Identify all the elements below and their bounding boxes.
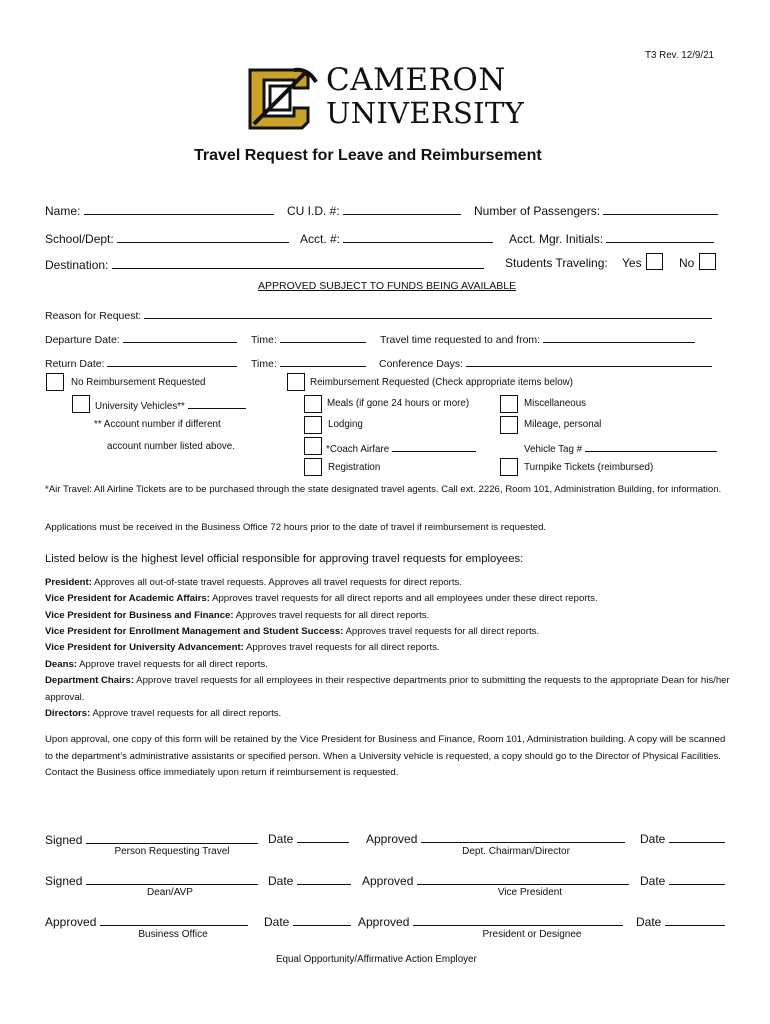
date-field-3[interactable]: [268, 872, 351, 888]
revision-label: T3 Rev. 12/9/21: [645, 50, 714, 61]
date-line[interactable]: [297, 872, 351, 885]
reimbursement-requested-checkbox[interactable]: [287, 373, 305, 391]
cu-id-field[interactable]: [287, 202, 461, 218]
return-date-line[interactable]: [107, 354, 237, 367]
approval-note: Upon approval, one copy of this form will be retained by the Vice President for Business and Finance, Room 101, Administration building. A copy will be scanned to the department’s administrative assistants or specified person. When a University vehicle is requested, a copy should go to the Director of Physical Facilities. Contact the Business office immediately upon return if reimbursement is requested.: [45, 734, 726, 778]
departure-date-label: Departure Date:: [45, 334, 120, 346]
business-office-caption: Business Office: [138, 929, 208, 940]
official-desc: Approve travel requests for all direct reports.: [90, 708, 282, 719]
vice-president-caption: Vice President: [497, 887, 563, 898]
applications-note: Applications must be received in the Business Office 72 hours prior to the date of travel if reimbursement is requested.: [45, 522, 547, 533]
acct-line[interactable]: [343, 230, 493, 243]
registration-label: Registration: [328, 462, 381, 473]
dept-chair-caption: Dept. Chairman/Director: [462, 846, 570, 857]
approved-label: Approved: [362, 874, 414, 888]
conference-days-line[interactable]: [466, 354, 712, 367]
lodging-checkbox[interactable]: [304, 416, 322, 434]
school-dept-line[interactable]: [117, 230, 289, 243]
cu-id-label: CU I.D. #:: [287, 204, 340, 218]
vehicle-tag-line[interactable]: [585, 441, 717, 452]
no-label: No: [679, 256, 695, 270]
date-label: Date: [636, 915, 662, 929]
approval-line[interactable]: [413, 913, 623, 926]
official-deans: [45, 657, 730, 674]
school-dept-field[interactable]: [45, 230, 289, 246]
footer-eeo: Equal Opportunity/Affirmative Action Employer: [276, 954, 477, 965]
official-desc: Approves travel requests for all direct reports and all employees under these direct reports.: [209, 593, 598, 604]
date-field-6[interactable]: [636, 913, 725, 929]
official-desc: Approve travel requests for all direct reports.: [77, 659, 268, 670]
page-title: Travel Request for Leave and Reimbursement: [194, 147, 542, 164]
approval-vp-field[interactable]: [362, 872, 629, 888]
name-label: Name:: [45, 204, 81, 218]
departure-time-label: Time:: [251, 334, 277, 346]
acct-mgr-line[interactable]: [606, 230, 714, 243]
logo-line1: CAMERON: [326, 62, 506, 98]
destination-field[interactable]: [45, 256, 484, 272]
school-dept-label: School/Dept:: [45, 232, 114, 246]
university-vehicles-checkbox[interactable]: [72, 395, 90, 413]
air-travel-note: *Air Travel: All Airline Tickets are to be purchased through the state designated travel agents. Call ext. 2226, Room 101, Administration Building, for information.: [45, 484, 722, 495]
approved-label: Approved: [45, 915, 97, 929]
vehicle-tag-label: Vehicle Tag #: [524, 444, 583, 455]
date-field-2[interactable]: [640, 830, 725, 846]
official-desc: Approves travel requests for all direct reports.: [243, 642, 440, 653]
official-vp-academic: [45, 591, 730, 608]
return-date-field[interactable]: [45, 354, 237, 370]
turnpike-checkbox[interactable]: [500, 458, 518, 476]
departure-time-field[interactable]: [251, 330, 366, 346]
dean-avp-caption: Dean/AVP: [147, 887, 193, 898]
departure-date-field[interactable]: [45, 330, 237, 346]
approval-business-field[interactable]: [45, 913, 248, 929]
approved-label: Approved: [358, 915, 410, 929]
approval-president-field[interactable]: [358, 913, 623, 929]
official-role: Department Chairs:: [45, 675, 135, 686]
destination-line[interactable]: [112, 256, 484, 269]
conference-days-label: Conference Days:: [379, 358, 464, 370]
date-label: Date: [264, 915, 290, 929]
officials-heading: Listed below is the highest level official responsible for approving travel requests for employees:: [45, 553, 524, 565]
date-label: Date: [640, 832, 666, 846]
account-note-2: account number listed above.: [107, 441, 235, 452]
return-time-label: Time:: [251, 358, 277, 370]
official-role: Vice President for Enrollment Management and Student Success:: [45, 626, 344, 637]
passengers-label: Number of Passengers:: [474, 204, 601, 218]
date-label: Date: [268, 874, 294, 888]
official-role: Vice President for Academic Affairs:: [45, 593, 210, 604]
reimbursement-requested-label: Reimbursement Requested (Check appropriate items below): [310, 377, 574, 388]
no-reimbursement-checkbox[interactable]: [46, 373, 64, 391]
acct-mgr-label: Acct. Mgr. Initials:: [509, 232, 604, 246]
signed-label: Signed: [45, 874, 83, 888]
signature-line[interactable]: [86, 872, 258, 885]
date-label: Date: [640, 874, 666, 888]
return-time-field[interactable]: [251, 354, 366, 370]
cameron-logo-icon: [246, 64, 322, 132]
approval-line[interactable]: [100, 913, 248, 926]
students-traveling-label: Students Traveling:: [505, 256, 608, 270]
reason-line[interactable]: [144, 306, 712, 319]
passengers-line[interactable]: [603, 202, 718, 215]
meals-checkbox[interactable]: [304, 395, 322, 413]
signature-dean-field[interactable]: [45, 872, 258, 888]
official-role: Deans:: [45, 659, 77, 670]
approved-label: Approved: [366, 832, 418, 846]
official-role: Vice President for University Advancement:: [45, 642, 244, 653]
travel-time-field[interactable]: [380, 330, 695, 346]
logo-line2: UNIVERSITY: [326, 96, 525, 130]
signature-line[interactable]: [86, 831, 258, 844]
turnpike-label: Turnpike Tickets (reimbursed): [524, 462, 654, 473]
official-vp-advancement: [45, 640, 730, 657]
official-vp-business: [45, 608, 730, 625]
name-line[interactable]: [84, 202, 274, 215]
meals-label: Meals (if gone 24 hours or more): [327, 398, 470, 409]
return-time-line[interactable]: [280, 354, 366, 367]
acct-label: Acct. #:: [300, 232, 341, 246]
departure-date-line[interactable]: [123, 330, 237, 343]
no-reimbursement-label: No Reimbursement Requested: [71, 377, 206, 388]
date-line[interactable]: [293, 913, 351, 926]
date-line[interactable]: [297, 830, 349, 843]
official-dept-chairs: [45, 673, 730, 706]
departure-time-line[interactable]: [280, 330, 366, 343]
official-role: Directors:: [45, 708, 91, 719]
travel-time-line[interactable]: [543, 330, 695, 343]
official-role: President:: [45, 577, 92, 588]
university-vehicles-field[interactable]: [95, 398, 246, 412]
official-role: Vice President for Business and Finance:: [45, 610, 234, 621]
coach-airfare-line[interactable]: [392, 441, 476, 452]
approval-line[interactable]: [421, 830, 625, 843]
approval-line[interactable]: [417, 872, 629, 885]
vehicle-tag-field[interactable]: [524, 441, 717, 455]
official-desc: Approves all out-of-state travel requests. Approves all travel requests for direct reports.: [91, 577, 462, 588]
university-vehicles-label: University Vehicles**: [95, 401, 185, 412]
date-label: Date: [268, 832, 294, 846]
return-date-label: Return Date:: [45, 358, 105, 370]
signature-person-field[interactable]: [45, 831, 258, 847]
students-no-checkbox[interactable]: [699, 253, 716, 270]
official-vp-enrollment: [45, 624, 730, 641]
person-requesting-caption: Person Requesting Travel: [114, 846, 230, 857]
reason-field[interactable]: [45, 306, 712, 322]
official-president: [45, 575, 730, 592]
date-field-4[interactable]: [640, 872, 725, 888]
travel-time-label: Travel time requested to and from:: [380, 334, 541, 346]
official-directors: [45, 706, 730, 723]
president-caption: President or Designee: [482, 929, 582, 940]
mileage-checkbox[interactable]: [500, 416, 518, 434]
name-field[interactable]: [45, 202, 274, 218]
official-desc: Approves travel requests for all direct reports.: [343, 626, 540, 637]
coach-airfare-label: *Coach Airfare: [326, 444, 390, 455]
date-line[interactable]: [665, 913, 725, 926]
account-note-1: ** Account number if different: [94, 419, 221, 430]
destination-label: Destination:: [45, 258, 109, 272]
date-field-1[interactable]: [268, 830, 349, 846]
date-field-5[interactable]: [264, 913, 351, 929]
coach-airfare-checkbox[interactable]: [304, 437, 322, 455]
students-yes-checkbox[interactable]: [646, 253, 663, 270]
passengers-field[interactable]: [474, 202, 718, 218]
conference-days-field[interactable]: [379, 354, 712, 370]
coach-airfare-field[interactable]: [326, 441, 476, 455]
miscellaneous-label: Miscellaneous: [524, 398, 587, 409]
date-line[interactable]: [669, 830, 725, 843]
date-line[interactable]: [669, 872, 725, 885]
university-vehicles-line[interactable]: [188, 398, 246, 409]
approved-subject-notice: APPROVED SUBJECT TO FUNDS BEING AVAILABLE: [258, 280, 517, 292]
miscellaneous-checkbox[interactable]: [500, 395, 518, 413]
mileage-label: Mileage, personal: [524, 419, 602, 430]
acct-field[interactable]: [300, 230, 493, 246]
approval-chair-field[interactable]: [366, 830, 625, 846]
official-desc: Approve travel requests for all employees in their respective departments prior to submitting the requests to the appropriate Dean for his/her approval.: [45, 675, 730, 703]
registration-checkbox[interactable]: [304, 458, 322, 476]
signed-label: Signed: [45, 833, 83, 847]
lodging-label: Lodging: [328, 419, 363, 430]
official-desc: Approves travel requests for all direct reports.: [233, 610, 430, 621]
reason-label: Reason for Request:: [45, 310, 142, 322]
acct-mgr-field[interactable]: [509, 230, 714, 246]
cu-id-line[interactable]: [343, 202, 461, 215]
yes-label: Yes: [622, 256, 642, 270]
